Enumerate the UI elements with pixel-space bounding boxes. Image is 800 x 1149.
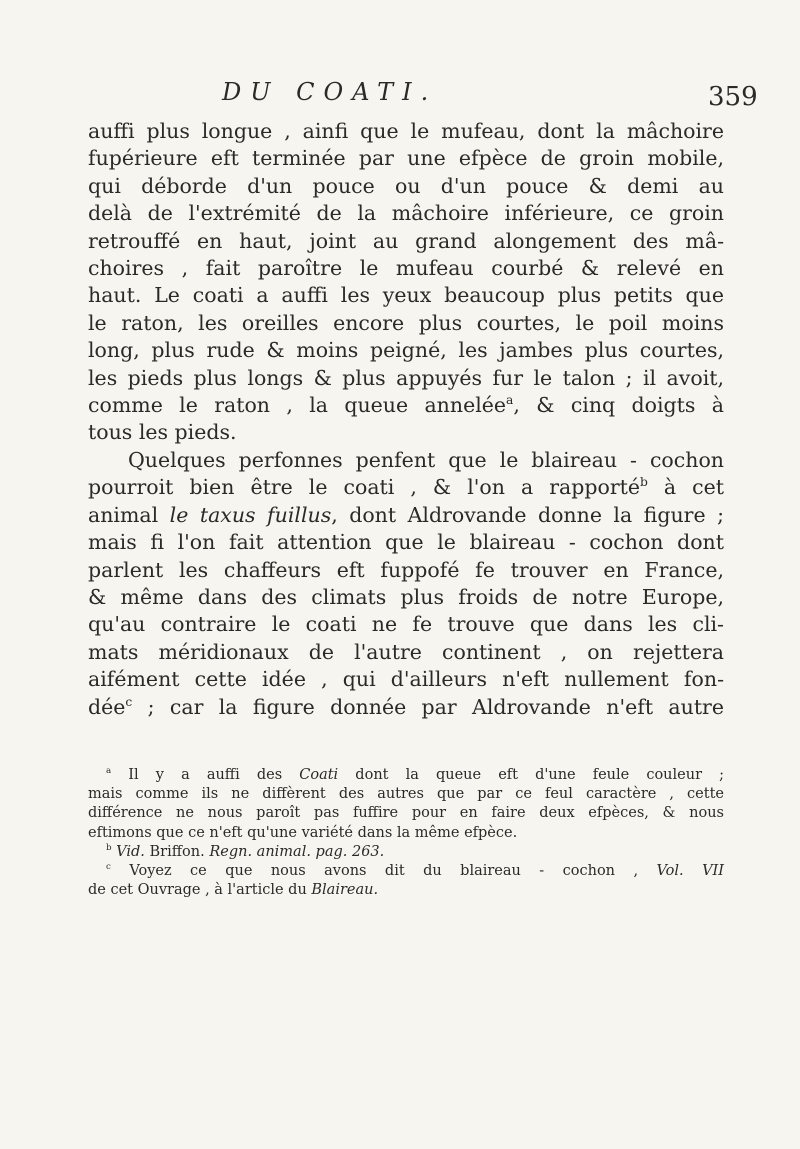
text-line: le raton, les oreilles encore plus courtes, le poil moins [88, 310, 724, 335]
running-head: DU COATI. [222, 78, 438, 106]
text-fragment: Vol. VII [656, 863, 725, 880]
footnote-mark: a [106, 766, 112, 777]
latin-name: le taxus fuillus [169, 502, 332, 527]
text-fragment: Briffon. [144, 843, 210, 860]
text-line [88, 474, 724, 501]
text-line [88, 392, 724, 419]
footnote-mark: c [125, 694, 133, 709]
text-line [88, 694, 724, 721]
text-fragment: Coati [299, 767, 339, 783]
text-line: fupérieure eft terminée par une efpèce de groin mobile, [88, 146, 724, 171]
footnote-line: eftimons que ce n'eft qu'une variété dans la même efpèce. [88, 824, 518, 841]
text-line: auffi plus longue , ainfi que le mufeau, dont la mâchoire [88, 119, 724, 143]
footnote-mark: b [106, 842, 112, 853]
text-fragment: Voyez ce que nous avons dit du blaireau - cochon , [129, 863, 657, 880]
text-fragment: Vid. [116, 843, 145, 860]
text-fragment: comme le raton , la queue annelée [88, 393, 507, 418]
text-line: choires , fait paroître le mufeau courbé & relevé en [88, 256, 724, 281]
footnote-mark: b [640, 475, 648, 490]
footnote-line: différence ne nous paroît pas fuffire pour en faire deux efpèces, & nous [88, 805, 724, 822]
text-line: haut. Le coati a auffi les yeux beaucoup plus petits que [88, 283, 724, 308]
text-line: qu'au contraire le coati ne fe trouve que dans les cli- [88, 612, 724, 637]
text-fragment: , & cinq doigts à [513, 393, 724, 418]
text-line: tous les pieds. [88, 420, 237, 445]
footnote-line: mais comme ils ne diffèrent des autres que par ce feul caractère , cette [88, 786, 724, 803]
body-text [88, 118, 724, 721]
text-line [88, 502, 724, 529]
text-line: qui déborde d'un pouce ou d'un pouce & demi au [88, 173, 724, 198]
footnote-line [88, 881, 724, 900]
text-fragment: de cet Ouvrage , à l'article du [88, 882, 312, 899]
footnote-mark: c [106, 862, 111, 873]
text-line: & même dans des climats plus froids de notre Europe, [88, 584, 724, 609]
text-fragment: Blaireau. [311, 882, 379, 899]
text-fragment: , dont Aldrovande donne la figure ; [331, 502, 724, 527]
text-fragment: pourroit bien être le coati , & l'on a rapporté [88, 475, 640, 500]
text-fragment: Regn. animal. pag. 263. [209, 843, 385, 860]
text-fragment: à cet [647, 475, 725, 500]
text-line: mats méridionaux de l'autre continent , on rejettera [88, 639, 724, 664]
text-fragment: dont la queue eft d'une feule couleur ; [338, 767, 724, 783]
text-line: delà de l'extrémité de la mâchoire inférieure, ce groin [88, 201, 724, 226]
text-line: parlent les chaffeurs eft fuppofé fe trouver en France, [88, 557, 724, 582]
footnote-c [88, 862, 724, 881]
text-fragment: Il y a auffi des [128, 767, 300, 783]
page-header [0, 78, 800, 118]
text-fragment: ; car la figure donnée par Aldrovande n'eft autre [132, 694, 724, 719]
footnote-a [88, 766, 724, 785]
text-line: long, plus rude & moins peigné, les jambes plus courtes, [88, 338, 724, 363]
text-line: les pieds plus longs & plus appuyés fur le talon ; il avoit, [88, 365, 724, 390]
text-line: Quelques perfonnes penfent que le blaireau - cochon [128, 447, 724, 472]
text-fragment: dée [88, 694, 126, 719]
footnotes [88, 766, 724, 900]
text-line: retrouffé en haut, joint au grand alongement des mâ- [88, 228, 724, 253]
text-fragment: animal [88, 502, 170, 527]
page-number: 359 [708, 82, 758, 112]
footnote-b [88, 843, 724, 862]
text-line: mais fi l'on fait attention que le blaireau - cochon dont [88, 530, 724, 555]
footnote-mark: a [506, 393, 514, 408]
text-line: aifément cette idée , qui d'ailleurs n'eft nullement fon- [88, 667, 724, 692]
